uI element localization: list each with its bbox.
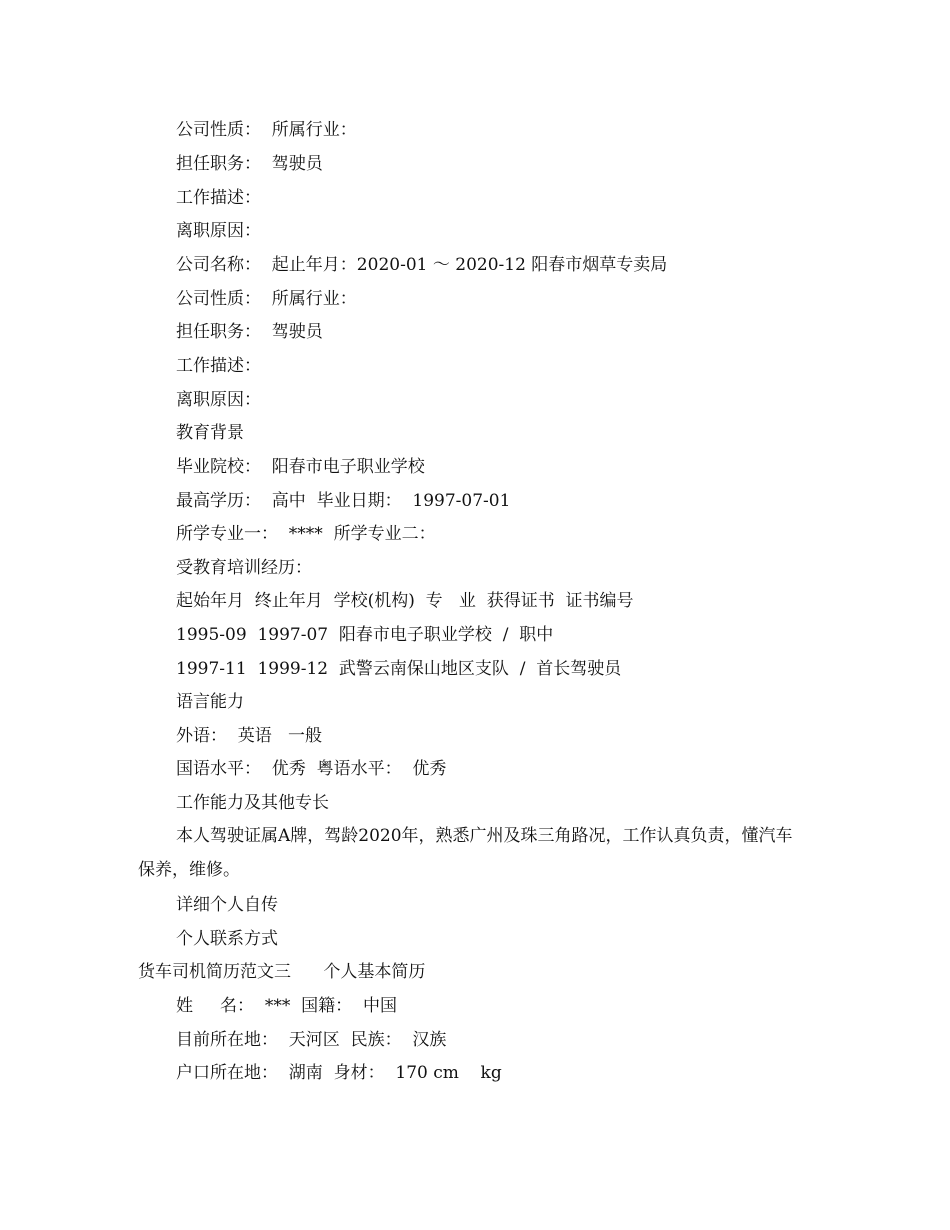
text-line: 1995-09 1997-07 阳春市电子职业学校 / 职中 [176, 625, 554, 645]
text-line: 受教育培训经历： [176, 558, 312, 578]
text-line: 担任职务： 驾驶员 [176, 322, 323, 342]
text-line: 国语水平： 优秀 粤语水平： 优秀 [176, 759, 447, 779]
section-heading: 工作能力及其他专长 [176, 793, 329, 813]
text-line: 担任职务： 驾驶员 [176, 154, 323, 174]
text-line: 姓 名： *** 国籍： 中国 [176, 996, 397, 1016]
text-line: 离职原因： [176, 221, 261, 241]
text-line: 所学专业一： **** 所学专业二： [176, 524, 436, 544]
text-line: 公司名称： 起止年月：2020-01 ～ 2020-12 阳春市烟草专卖局 [176, 255, 668, 275]
section-title: 货车司机简历范文三 个人基本简历 [138, 962, 426, 982]
text-line: 公司性质： 所属行业： [176, 289, 357, 309]
text-line: 最高学历： 高中 毕业日期： 1997-07-01 [176, 491, 511, 511]
section-heading: 语言能力 [176, 692, 244, 712]
text-line: 离职原因： [176, 390, 261, 410]
text-line: 起始年月 终止年月 学校(机构) 专 业 获得证书 证书编号 [176, 591, 634, 611]
section-heading: 教育背景 [176, 423, 244, 443]
text-line: 毕业院校： 阳春市电子职业学校 [176, 457, 425, 477]
text-line: 公司性质： 所属行业： [176, 120, 357, 140]
section-heading: 个人联系方式 [176, 929, 278, 949]
text-line: 目前所在地： 天河区 民族： 汉族 [176, 1030, 447, 1050]
text-line: 工作描述： [176, 356, 261, 376]
skills-paragraph: 本人驾驶证属A牌，驾龄2020年，熟悉广州及珠三角路况，工作认真负责，懂汽车保养，维修。 [138, 826, 793, 880]
text-line: 户口所在地： 湖南 身材： 170 cm kg [176, 1063, 502, 1083]
section-heading: 详细个人自传 [176, 895, 278, 915]
text-line: 工作描述： [176, 188, 261, 208]
text-line: 外语： 英语 一般 [176, 726, 323, 746]
text-line: 1997-11 1999-12 武警云南保山地区支队 / 首长驾驶员 [176, 659, 622, 679]
